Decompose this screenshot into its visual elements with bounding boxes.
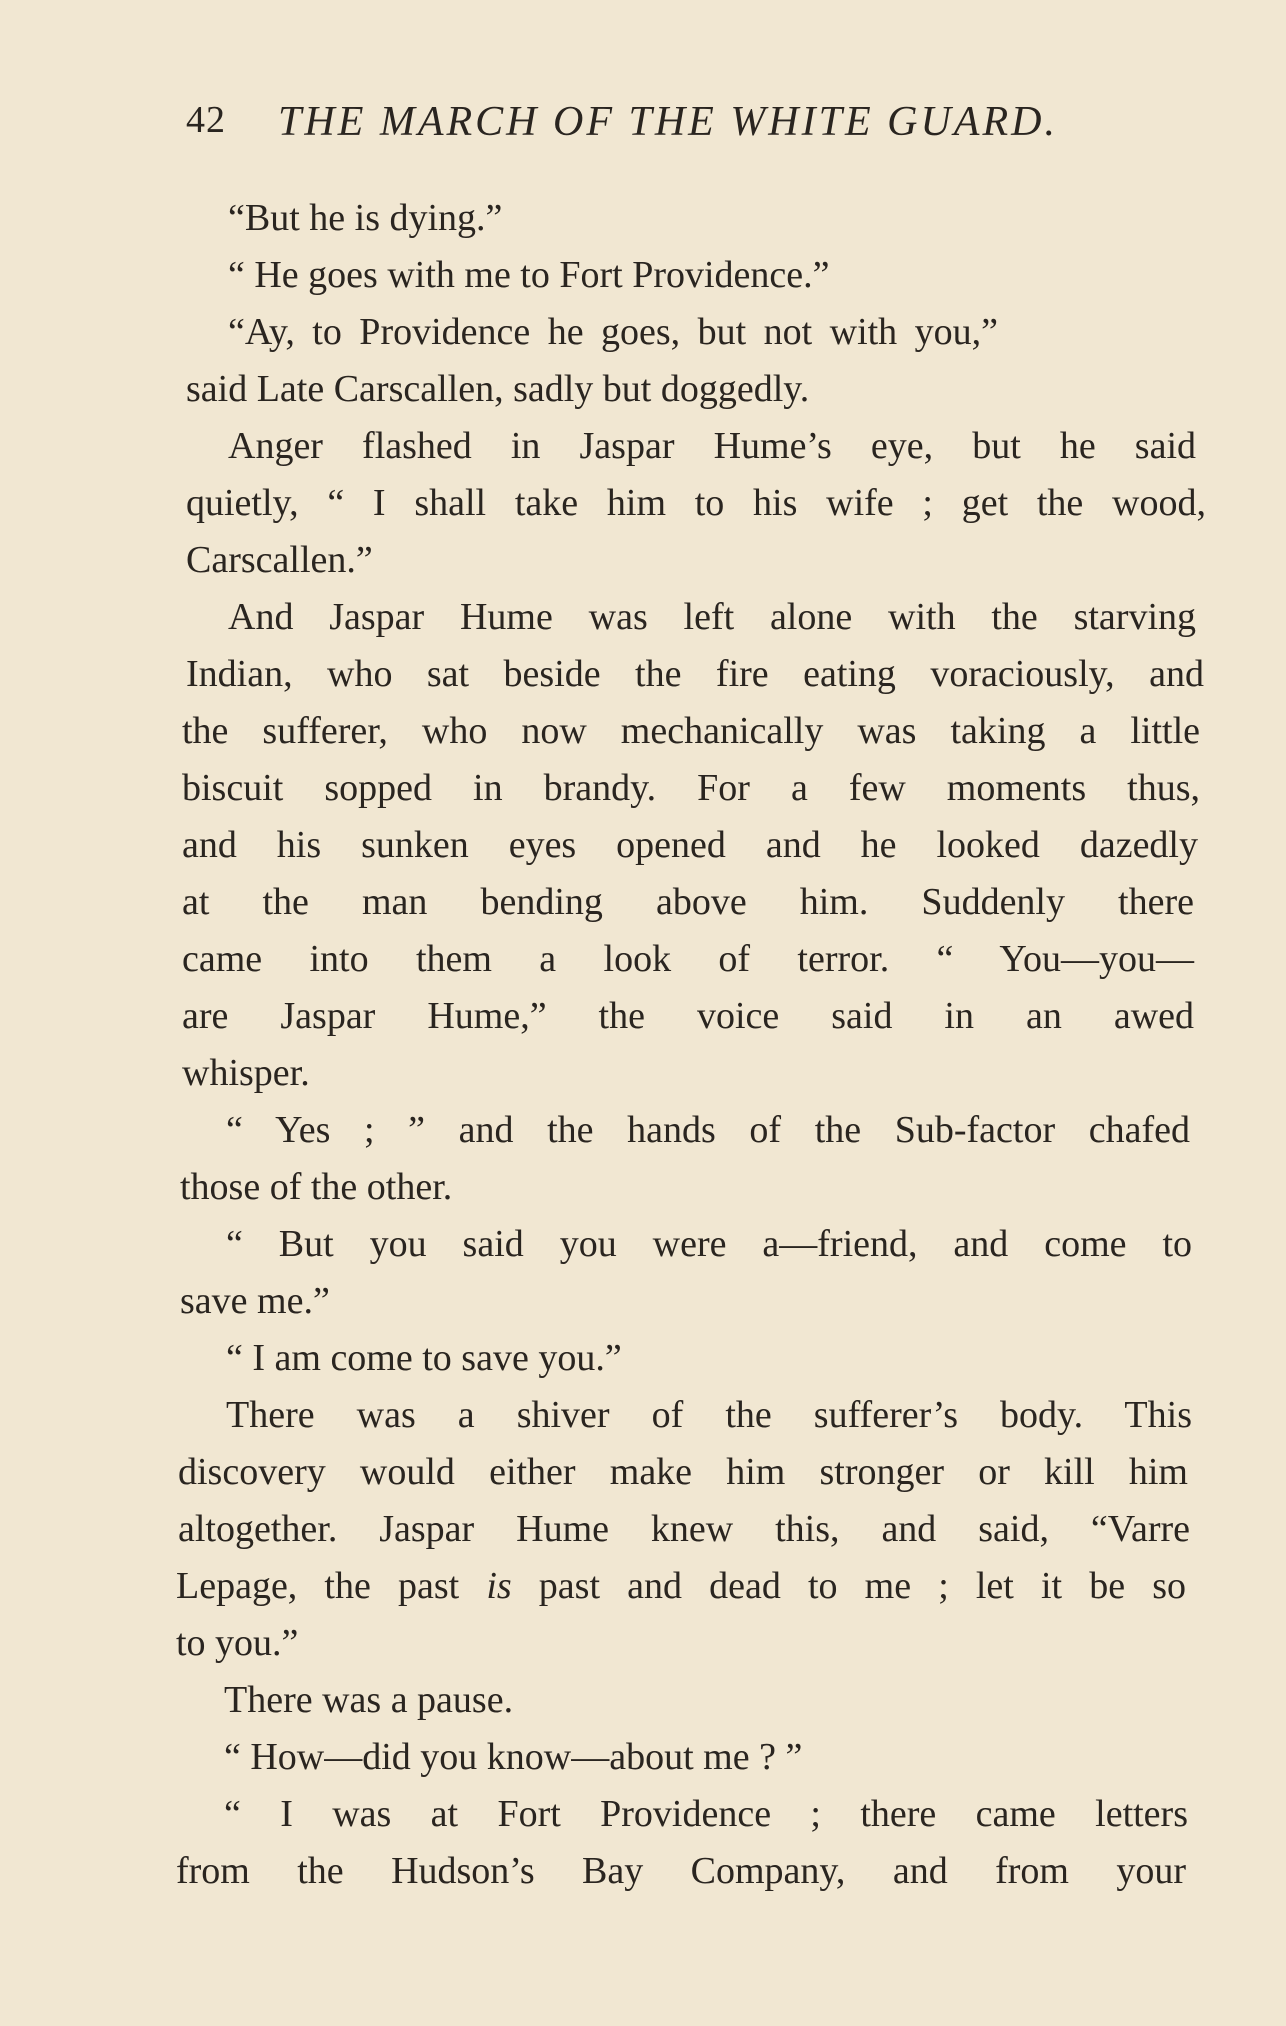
text-line: “ I was at Fort Providence ; there came letters — [224, 1793, 1188, 1835]
text-line: save me.” — [180, 1280, 330, 1322]
text-line: “ He goes with me to Fort Providence.” — [228, 254, 830, 296]
text-line: to you.” — [176, 1622, 299, 1664]
text-line: and his sunken eyes opened and he looked dazedly — [182, 824, 1198, 866]
text-line: are Jaspar Hume,” the voice said in an awed — [182, 995, 1194, 1037]
text-line: discovery would either make him stronger or kill him — [178, 1451, 1188, 1493]
text-line: There was a pause. — [224, 1679, 514, 1721]
text-line: Anger flashed in Jaspar Hume’s eye, but he said — [228, 425, 1196, 467]
text-line: “Ay, to Providence he goes, but not with you,” — [228, 311, 998, 353]
text-line: those of the other. — [180, 1166, 453, 1208]
page-body — [176, 190, 1206, 1900]
text-line: said Late Carscallen, sadly but doggedly. — [186, 368, 810, 410]
text-line: “But he is dying.” — [228, 197, 503, 239]
text-segment: past and dead to me ; let it be so — [511, 1565, 1186, 1607]
text-line: the sufferer, who now mechanically was taking a little — [182, 710, 1200, 752]
text-line: “ But you said you were a—friend, and come to — [226, 1223, 1192, 1265]
text-line — [176, 1558, 1186, 1615]
text-line: Carscallen.” — [186, 539, 373, 581]
text-line: quietly, “ I shall take him to his wife ; get the wood, — [186, 482, 1206, 524]
text-line: whisper. — [182, 1052, 310, 1094]
text-line: And Jaspar Hume was left alone with the starving — [228, 596, 1196, 638]
text-line: at the man bending above him. Suddenly there — [182, 881, 1194, 923]
page-number: 42 — [186, 99, 226, 141]
text-line: There was a shiver of the sufferer’s body. This — [226, 1394, 1192, 1436]
italic-word: is — [486, 1565, 512, 1607]
page-header — [186, 98, 1136, 158]
text-line: came into them a look of terror. “ You—you— — [182, 938, 1194, 980]
text-line: altogether. Jaspar Hume knew this, and said, “Varre — [178, 1508, 1190, 1550]
text-segment: Lepage, the past — [176, 1565, 487, 1607]
text-line: Indian, who sat beside the fire eating voraciously, and — [186, 653, 1204, 695]
text-line: “ How—did you know—about me ? ” — [224, 1736, 803, 1778]
text-line: “ Yes ; ” and the hands of the Sub-factor chafed — [226, 1109, 1190, 1151]
running-title: THE MARCH OF THE WHITE GUARD. — [278, 99, 1058, 145]
text-line: from the Hudson’s Bay Company, and from your — [176, 1850, 1186, 1892]
text-line: biscuit sopped in brandy. For a few moments thus, — [182, 767, 1200, 809]
text-line: “ I am come to save you.” — [226, 1337, 622, 1379]
